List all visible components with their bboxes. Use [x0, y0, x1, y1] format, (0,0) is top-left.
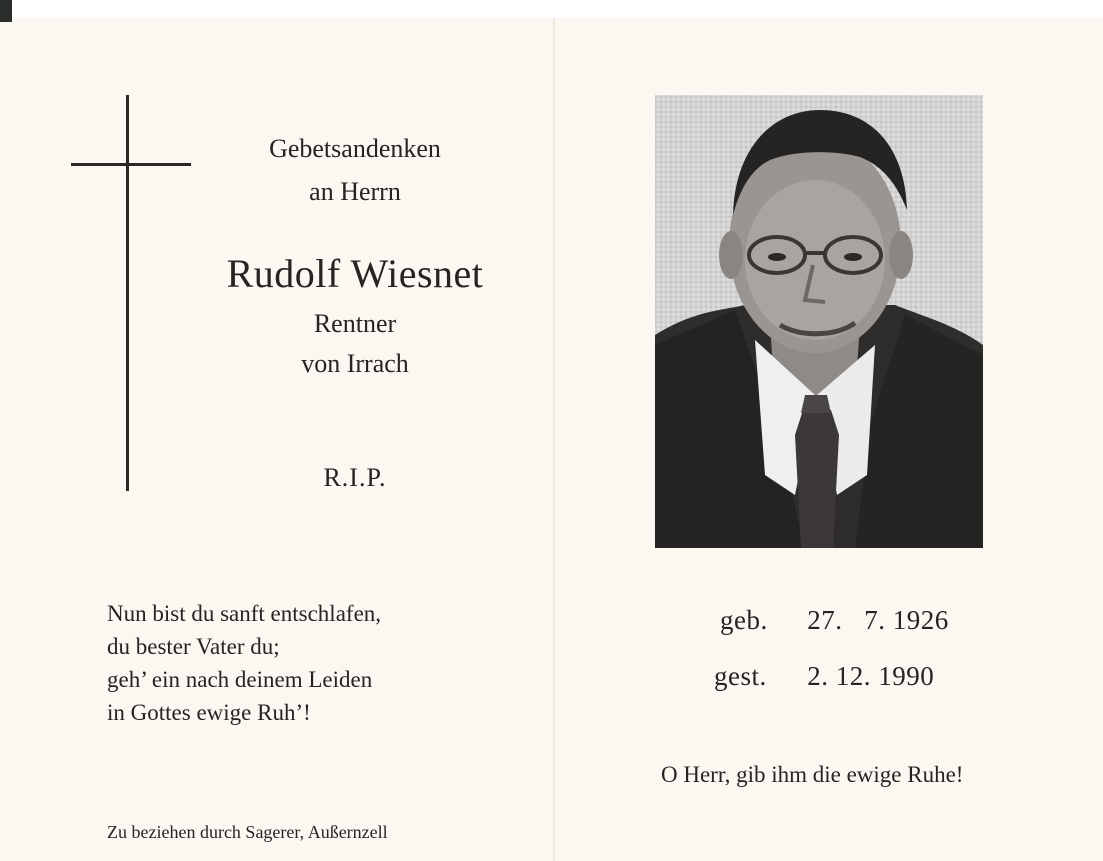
- heading-line-1: Gebetsandenken: [269, 134, 441, 163]
- death-label: gest.: [714, 661, 767, 691]
- death-date: 2. 12. 1990: [807, 661, 935, 691]
- cross-vertical-bar: [126, 95, 129, 491]
- death-date-line: [714, 661, 934, 692]
- card-fold: [553, 18, 555, 861]
- poem-line: du bester Vater du;: [107, 634, 280, 659]
- poem-line: geh’ ein nach deinem Leiden: [107, 667, 373, 692]
- poem: [107, 597, 381, 729]
- deceased-occupation: Rentner: [313, 309, 397, 338]
- scan-corner-mark: [0, 0, 12, 22]
- deceased-name: Rudolf Wiesnet: [226, 251, 484, 296]
- birth-label: geb.: [720, 605, 768, 635]
- poem-line: Nun bist du sanft entschlafen,: [107, 601, 382, 626]
- poem-line: in Gottes ewige Ruh’!: [107, 700, 311, 725]
- birth-date: 27. 7. 1926: [807, 605, 949, 635]
- birth-date-line: [720, 605, 949, 636]
- portrait-illustration: [655, 95, 983, 548]
- deceased-origin: von Irrach: [301, 349, 409, 378]
- rip-text: R.I.P.: [323, 463, 387, 492]
- closing-prayer: O Herr, gib ihm die ewige Ruhe!: [661, 762, 964, 787]
- latin-cross-icon: [71, 95, 191, 491]
- printer-credit: Zu beziehen durch Sagerer, Außernzell: [107, 822, 388, 842]
- cross-horizontal-bar: [71, 163, 191, 166]
- heading-line-2: an Herrn: [309, 177, 401, 206]
- portrait-photo: [655, 95, 983, 548]
- scan-top-edge: [0, 0, 1103, 18]
